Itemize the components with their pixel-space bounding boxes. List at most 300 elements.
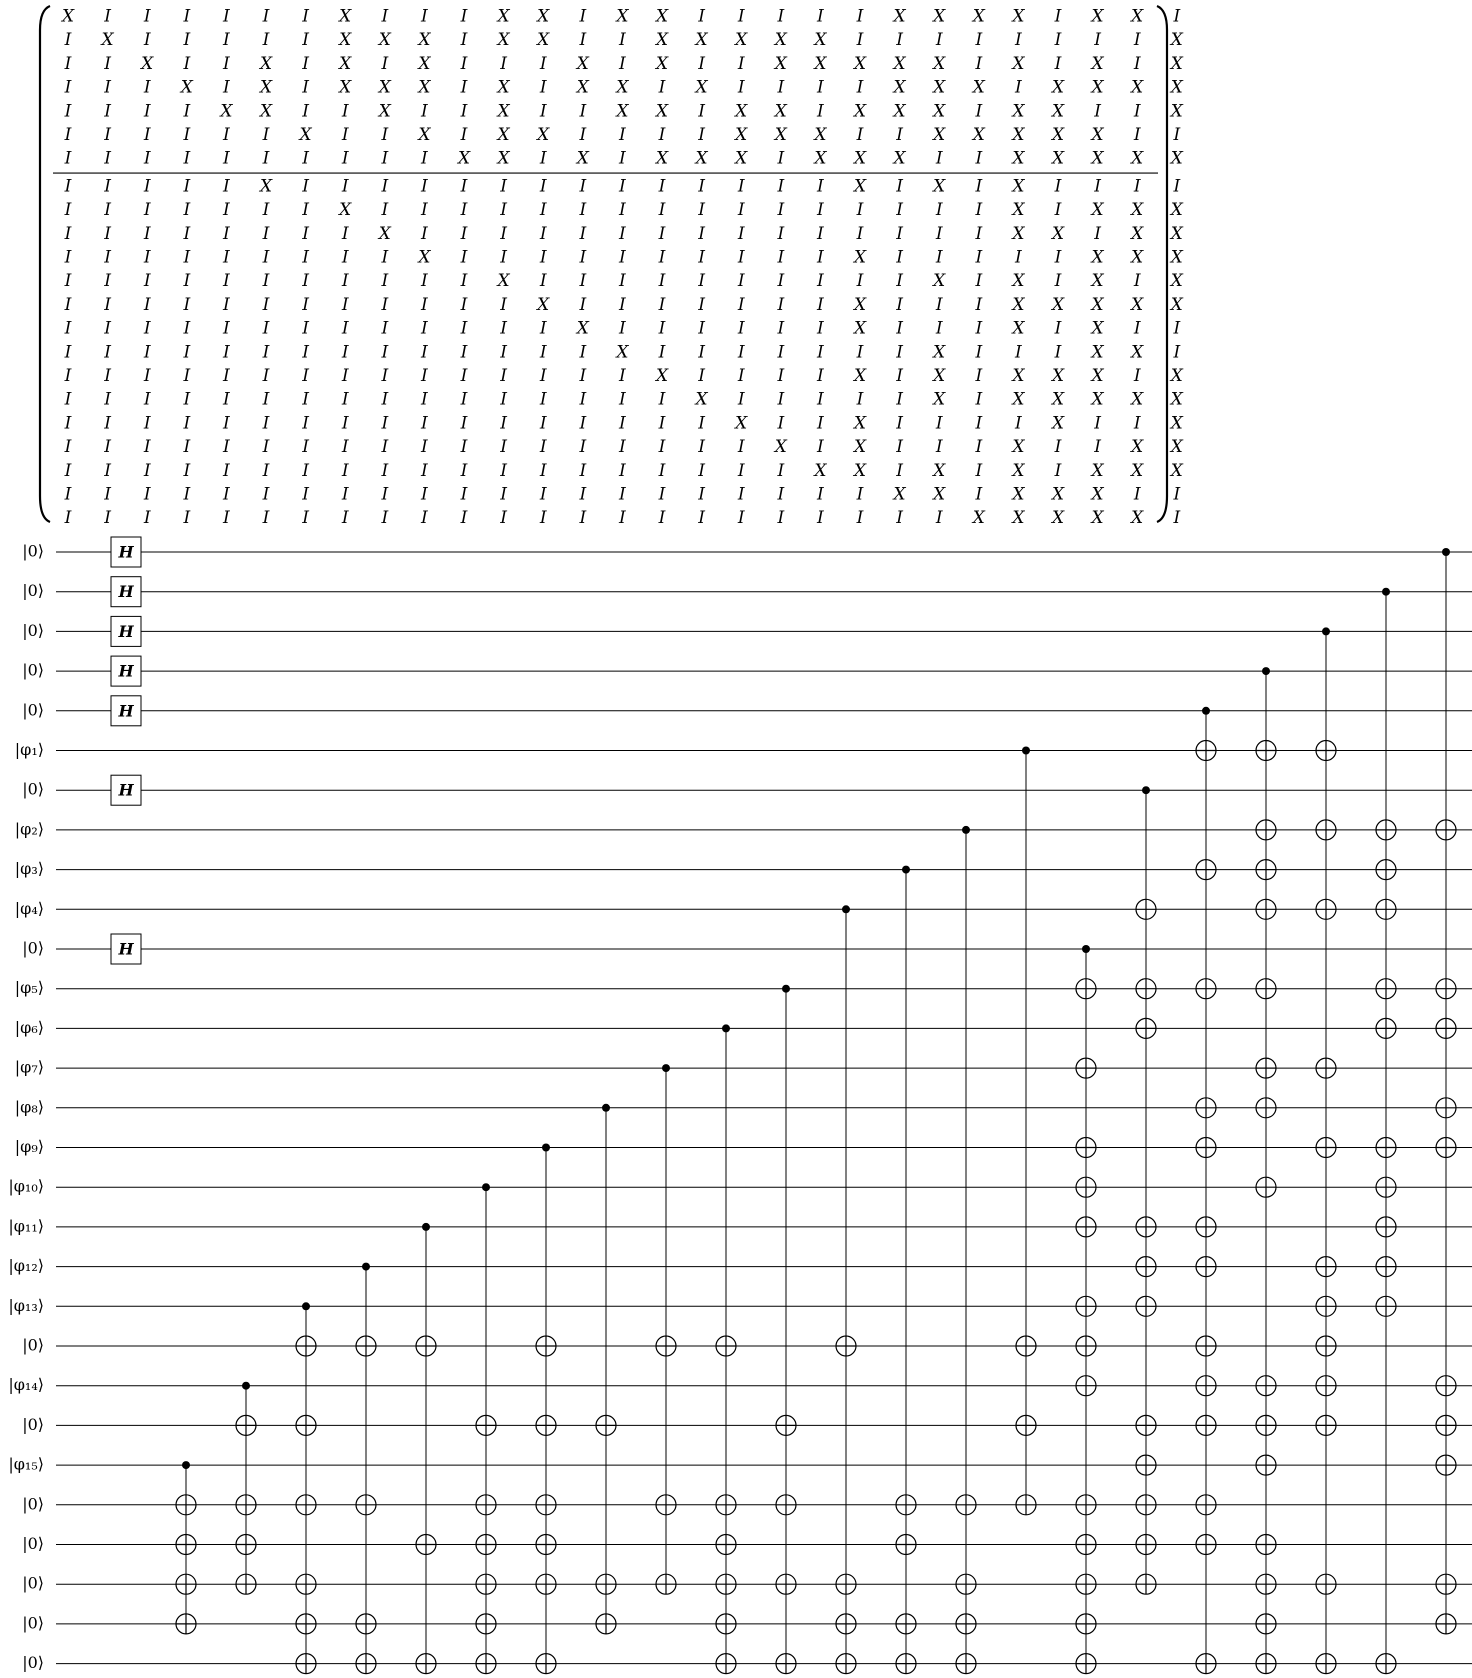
matrix-entry: I <box>381 247 389 268</box>
matrix-entry: I <box>341 437 349 458</box>
control-dot <box>902 866 910 874</box>
matrix-entry: I <box>104 6 111 27</box>
matrix-entry: X <box>814 148 827 169</box>
matrix-entry: I <box>500 437 507 458</box>
cnot-target <box>1376 1138 1396 1158</box>
matrix-entry: X <box>933 271 946 292</box>
wire-label: |φ₇⟩ <box>14 1057 44 1077</box>
matrix-entry: I <box>777 77 785 98</box>
cnot-target <box>956 1614 976 1634</box>
cnot-target <box>1136 1415 1156 1435</box>
cnot-target <box>356 1614 376 1634</box>
matrix-entry: I <box>183 176 191 197</box>
control-dot <box>1442 548 1450 556</box>
control-dot <box>482 1183 490 1191</box>
matrix-entry: I <box>579 484 587 505</box>
matrix-entry: I <box>737 389 745 410</box>
cnot-column <box>1316 627 1336 1673</box>
cnot-target <box>1436 979 1456 999</box>
cnot-target <box>716 1336 736 1356</box>
matrix-entry: I <box>183 294 191 315</box>
matrix-entry: X <box>418 30 431 51</box>
matrix-entry: I <box>381 437 389 458</box>
matrix-entry: X <box>893 148 906 169</box>
cnot-target <box>1256 1415 1276 1435</box>
matrix-entry: I <box>302 176 309 197</box>
cnot-target <box>956 1495 976 1515</box>
cnot-target <box>1436 1098 1456 1118</box>
control-dot <box>242 1382 250 1390</box>
cnot-target <box>416 1654 436 1674</box>
matrix-entry: I <box>500 223 507 244</box>
matrix-entry: X <box>1170 460 1183 481</box>
matrix-entry: I <box>64 271 72 292</box>
matrix-entry: I <box>935 247 943 268</box>
cnot-target <box>1376 899 1396 919</box>
hadamard-label: H <box>118 939 134 959</box>
matrix-entry: I <box>421 437 428 458</box>
matrix-entry: I <box>223 6 230 27</box>
wire-label: |0⟩ <box>22 620 44 640</box>
matrix-entry: X <box>695 77 708 98</box>
matrix-entry: I <box>935 148 943 169</box>
matrix-entry: X <box>1091 6 1104 27</box>
matrix-entry: X <box>1170 101 1183 122</box>
matrix-entry: I <box>856 271 864 292</box>
matrix-entry: I <box>302 460 309 481</box>
cnot-target <box>1076 1495 1096 1515</box>
matrix-entry: I <box>698 176 705 197</box>
matrix-entry: X <box>1051 294 1065 315</box>
matrix-entry: I <box>856 484 864 505</box>
matrix-entry: I <box>777 366 785 386</box>
matrix-entry: X <box>497 125 510 145</box>
matrix-entry: I <box>1094 30 1101 51</box>
cnot-target <box>1016 1336 1036 1356</box>
matrix-entry: I <box>579 437 587 458</box>
matrix-entry: I <box>64 484 72 505</box>
stabilizer-matrix <box>40 6 1184 528</box>
cnot-target <box>1196 979 1216 999</box>
matrix-entry: X <box>1051 77 1065 98</box>
matrix-entry: I <box>777 200 785 221</box>
cnot-target <box>1436 1138 1456 1158</box>
cnot-column <box>896 866 916 1674</box>
matrix-entry: I <box>896 413 903 434</box>
matrix-entry: I <box>539 223 547 244</box>
cnot-target <box>1196 1217 1216 1237</box>
matrix-entry: X <box>537 30 550 51</box>
matrix-entry: X <box>853 176 867 197</box>
matrix-entry: I <box>777 148 785 169</box>
matrix-entry: I <box>935 508 943 529</box>
matrix-entry: I <box>619 223 626 244</box>
matrix-entry: I <box>500 200 507 221</box>
matrix-entry: I <box>64 342 72 363</box>
matrix-entry: I <box>539 53 547 74</box>
matrix-entry: I <box>619 148 626 169</box>
matrix-entry: I <box>1054 30 1062 51</box>
matrix-entry: X <box>339 30 352 51</box>
matrix-entry: I <box>381 366 389 386</box>
matrix-entry: I <box>421 413 428 434</box>
matrix-entry: X <box>933 77 946 98</box>
matrix-entry: I <box>341 413 349 434</box>
matrix-entry: I <box>777 389 785 410</box>
cnot-column <box>716 1024 736 1673</box>
cnot-target <box>776 1415 796 1435</box>
matrix-entry: I <box>302 247 309 268</box>
matrix-entry: I <box>896 271 903 292</box>
matrix-entry: I <box>341 484 349 505</box>
matrix-entry: X <box>576 53 589 74</box>
cnot-target <box>1136 1574 1156 1594</box>
matrix-entry: I <box>381 6 389 27</box>
matrix-entry: I <box>698 318 705 339</box>
matrix-entry: I <box>777 460 785 481</box>
matrix-entry: I <box>896 200 903 221</box>
wire-label: |0⟩ <box>22 1494 44 1514</box>
matrix-entry: I <box>698 271 705 292</box>
matrix-entry: X <box>418 77 431 98</box>
cnot-target <box>236 1535 256 1555</box>
matrix-entry: I <box>104 508 111 529</box>
matrix-entry: I <box>1133 53 1141 74</box>
matrix-entry: I <box>817 318 824 339</box>
matrix-entry: X <box>1012 318 1025 339</box>
matrix-entry: I <box>1054 53 1062 74</box>
matrix-entry: I <box>896 437 903 458</box>
cnot-column <box>416 1223 436 1674</box>
matrix-entry: X <box>1170 413 1183 434</box>
matrix-entry: I <box>896 318 903 339</box>
matrix-entry: I <box>737 508 745 529</box>
matrix-entry: X <box>378 30 391 51</box>
matrix-entry: X <box>1051 484 1065 505</box>
matrix-entry: I <box>579 389 587 410</box>
matrix-entry: I <box>143 366 151 386</box>
cnot-column <box>1136 786 1156 1594</box>
matrix-entry: I <box>500 460 507 481</box>
cnot-target <box>1076 1296 1096 1316</box>
control-dot <box>722 1024 730 1032</box>
matrix-entry: I <box>777 6 785 27</box>
matrix-entry: I <box>262 484 270 505</box>
wire-label: |φ₁₄⟩ <box>8 1375 44 1395</box>
wire-label: |0⟩ <box>22 938 44 958</box>
matrix-entry: I <box>341 366 349 386</box>
matrix-entry: I <box>698 247 705 268</box>
cnot-target <box>1376 1217 1396 1237</box>
matrix-entry: I <box>1133 484 1141 505</box>
matrix-entry: X <box>1051 101 1065 122</box>
matrix-entry: I <box>1173 6 1181 27</box>
matrix-entry: I <box>262 508 270 529</box>
matrix-entry: X <box>1170 77 1183 98</box>
matrix-entry: X <box>418 125 431 145</box>
matrix-entry: I <box>302 101 309 122</box>
matrix-entry: X <box>616 342 629 363</box>
matrix-entry: X <box>814 30 827 51</box>
matrix-entry: I <box>104 271 111 292</box>
matrix-entry: X <box>1012 294 1025 315</box>
matrix-entry: I <box>64 30 72 51</box>
matrix-entry: I <box>817 271 824 292</box>
matrix-entry: I <box>64 200 72 221</box>
matrix-entry: I <box>1054 318 1062 339</box>
matrix-entry: I <box>1133 30 1141 51</box>
matrix-entry: X <box>1091 77 1104 98</box>
cnot-target <box>1256 1574 1276 1594</box>
cnot-target <box>1076 1614 1096 1634</box>
matrix-entry: I <box>698 6 705 27</box>
matrix-entry: X <box>933 6 946 27</box>
matrix-entry: I <box>262 6 270 27</box>
matrix-entry: I <box>302 389 309 410</box>
matrix-entry: I <box>262 247 270 268</box>
matrix-entry: X <box>933 366 946 386</box>
cnot-target <box>1196 1495 1216 1515</box>
matrix-entry: I <box>143 247 151 268</box>
cnot-target <box>1076 979 1096 999</box>
matrix-entry: I <box>817 200 824 221</box>
cnot-target <box>1256 1614 1276 1634</box>
matrix-entry: I <box>460 294 468 315</box>
matrix-entry: I <box>975 176 983 197</box>
matrix-entry: I <box>460 318 468 339</box>
cnot-target <box>716 1574 736 1594</box>
cnot-target <box>896 1614 916 1634</box>
matrix-entry: I <box>935 30 943 51</box>
cnot-target <box>896 1654 916 1674</box>
matrix-entry: X <box>339 53 352 74</box>
matrix-entry: I <box>460 413 468 434</box>
cnot-target <box>1316 1376 1336 1396</box>
matrix-entry: I <box>539 342 547 363</box>
matrix-entry: X <box>695 148 708 169</box>
cnot-target <box>776 1495 796 1515</box>
matrix-entry: X <box>655 148 669 169</box>
cnot-column <box>1256 667 1276 1674</box>
matrix-entry: I <box>104 437 111 458</box>
cnot-target <box>236 1495 256 1515</box>
matrix-entry: I <box>381 271 389 292</box>
matrix-entry: I <box>1133 318 1141 339</box>
matrix-entry: I <box>143 294 151 315</box>
matrix-entry: I <box>341 318 349 339</box>
matrix-entry: X <box>1131 460 1144 481</box>
matrix-entry: I <box>262 223 270 244</box>
matrix-entry: I <box>935 413 943 434</box>
matrix-entry: I <box>1015 413 1022 434</box>
matrix-entry: X <box>1131 508 1144 529</box>
matrix-entry: I <box>460 484 468 505</box>
matrix-entry: I <box>64 247 72 268</box>
matrix-entry: I <box>935 223 943 244</box>
matrix-entry: I <box>183 30 191 51</box>
matrix-entry: I <box>1173 508 1181 529</box>
cnot-target <box>1316 741 1336 761</box>
cnot-target <box>836 1654 856 1674</box>
matrix-entry: X <box>1091 148 1104 169</box>
matrix-entry: I <box>341 125 349 145</box>
matrix-entry: I <box>579 508 587 529</box>
cnot-target <box>176 1614 196 1634</box>
matrix-entry: I <box>223 413 230 434</box>
matrix-entry: I <box>975 437 983 458</box>
cnot-target <box>1316 1138 1336 1158</box>
cnot-target <box>716 1654 736 1674</box>
matrix-entry: X <box>1170 294 1183 315</box>
matrix-entry: I <box>817 413 824 434</box>
cnot-target <box>416 1535 436 1555</box>
matrix-entry: I <box>896 389 903 410</box>
matrix-entry: I <box>183 413 191 434</box>
matrix-entry: I <box>143 318 151 339</box>
matrix-entry: I <box>856 30 864 51</box>
matrix-entry: X <box>853 294 867 315</box>
matrix-entry: I <box>658 247 666 268</box>
matrix-entry: X <box>853 101 867 122</box>
matrix-entry: I <box>777 413 785 434</box>
matrix-entry: I <box>381 294 389 315</box>
matrix-entry: I <box>737 342 745 363</box>
matrix-entry: X <box>1170 366 1183 386</box>
matrix-entry: I <box>975 413 983 434</box>
matrix-entry: I <box>737 200 745 221</box>
matrix-entry: I <box>1094 413 1101 434</box>
matrix-entry: I <box>1054 6 1062 27</box>
matrix-entry: I <box>658 342 666 363</box>
matrix-entry: I <box>104 294 111 315</box>
cnot-target <box>1376 1257 1396 1277</box>
matrix-entry: I <box>341 271 349 292</box>
matrix-entry: I <box>579 223 587 244</box>
matrix-entry: I <box>777 247 785 268</box>
matrix-entry: I <box>421 508 428 529</box>
matrix-entry: I <box>658 389 666 410</box>
matrix-entry: I <box>262 437 270 458</box>
matrix-entry: I <box>896 366 903 386</box>
matrix-entry: I <box>104 53 111 74</box>
matrix-entry: X <box>1051 413 1065 434</box>
cnot-target <box>1316 1257 1336 1277</box>
cnot-target <box>776 1574 796 1594</box>
matrix-entry: X <box>814 53 827 74</box>
matrix-entry: X <box>1091 484 1104 505</box>
matrix-entry: I <box>539 200 547 221</box>
matrix-entry: I <box>1133 366 1141 386</box>
matrix-entry: X <box>933 342 946 363</box>
matrix-entry: X <box>1051 508 1065 529</box>
matrix-entry: I <box>619 318 626 339</box>
matrix-entry: I <box>619 366 626 386</box>
matrix-entry: I <box>302 508 309 529</box>
matrix-entry: I <box>143 6 151 27</box>
matrix-entry: I <box>302 342 309 363</box>
matrix-entry: X <box>1170 223 1183 244</box>
matrix-entry: I <box>302 30 309 51</box>
matrix-entry: I <box>421 176 428 197</box>
matrix-entry: I <box>579 271 587 292</box>
matrix-entry: I <box>143 484 151 505</box>
cnot-target <box>1136 1296 1156 1316</box>
matrix-entry: X <box>1051 366 1065 386</box>
cnot-target <box>1256 860 1276 880</box>
matrix-entry: I <box>460 247 468 268</box>
matrix-entry: I <box>381 318 389 339</box>
matrix-entry: X <box>1012 6 1025 27</box>
cnot-target <box>1256 979 1276 999</box>
matrix-entry: I <box>539 389 547 410</box>
matrix-entry: I <box>737 460 745 481</box>
cnot-target <box>1076 1217 1096 1237</box>
matrix-entry: X <box>180 77 193 98</box>
cnot-target <box>1256 820 1276 840</box>
cnot-column <box>476 1183 496 1673</box>
matrix-entry: I <box>658 294 666 315</box>
matrix-entry: I <box>223 77 230 98</box>
matrix-entry: I <box>658 271 666 292</box>
matrix-entry: I <box>64 389 72 410</box>
matrix-entry: I <box>737 77 745 98</box>
cnot-target <box>1136 1535 1156 1555</box>
matrix-entry: I <box>183 460 191 481</box>
cnot-target <box>656 1495 676 1515</box>
matrix-entry: X <box>1012 148 1025 169</box>
cnot-target <box>1136 899 1156 919</box>
matrix-entry: I <box>460 200 468 221</box>
matrix-entry: I <box>64 223 72 244</box>
matrix-entry: I <box>421 148 428 169</box>
matrix-entry: I <box>223 460 230 481</box>
hadamard-label: H <box>118 582 134 602</box>
matrix-entry: I <box>737 223 745 244</box>
cnot-column <box>236 1382 256 1595</box>
matrix-entry: I <box>975 460 983 481</box>
matrix-entry: I <box>421 366 428 386</box>
cnot-column <box>1196 707 1216 1674</box>
matrix-entry: I <box>975 366 983 386</box>
matrix-entry: I <box>539 176 547 197</box>
matrix-entry: X <box>101 30 114 51</box>
matrix-entry: X <box>259 53 273 74</box>
matrix-entry: X <box>1131 6 1144 27</box>
matrix-entry: I <box>975 148 983 169</box>
matrix-entry: I <box>856 342 864 363</box>
matrix-entry: X <box>933 53 946 74</box>
cnot-target <box>1256 1177 1276 1197</box>
matrix-entry: I <box>223 366 230 386</box>
control-dot <box>962 826 970 834</box>
matrix-entry: I <box>1054 200 1062 221</box>
matrix-entry: X <box>655 30 669 51</box>
matrix-entry: I <box>579 413 587 434</box>
matrix-entry: I <box>460 6 468 27</box>
wire-label: |0⟩ <box>22 779 44 799</box>
matrix-entry: X <box>695 30 708 51</box>
matrix-entry: I <box>658 484 666 505</box>
matrix-entry: I <box>341 176 349 197</box>
matrix-entry: I <box>975 342 983 363</box>
cnot-target <box>476 1535 496 1555</box>
hadamard-label: H <box>118 621 134 641</box>
matrix-entry: I <box>223 200 230 221</box>
matrix-entry: I <box>421 342 428 363</box>
matrix-entry: I <box>341 342 349 363</box>
matrix-entry: X <box>1170 389 1183 410</box>
matrix-entry: I <box>658 508 666 529</box>
